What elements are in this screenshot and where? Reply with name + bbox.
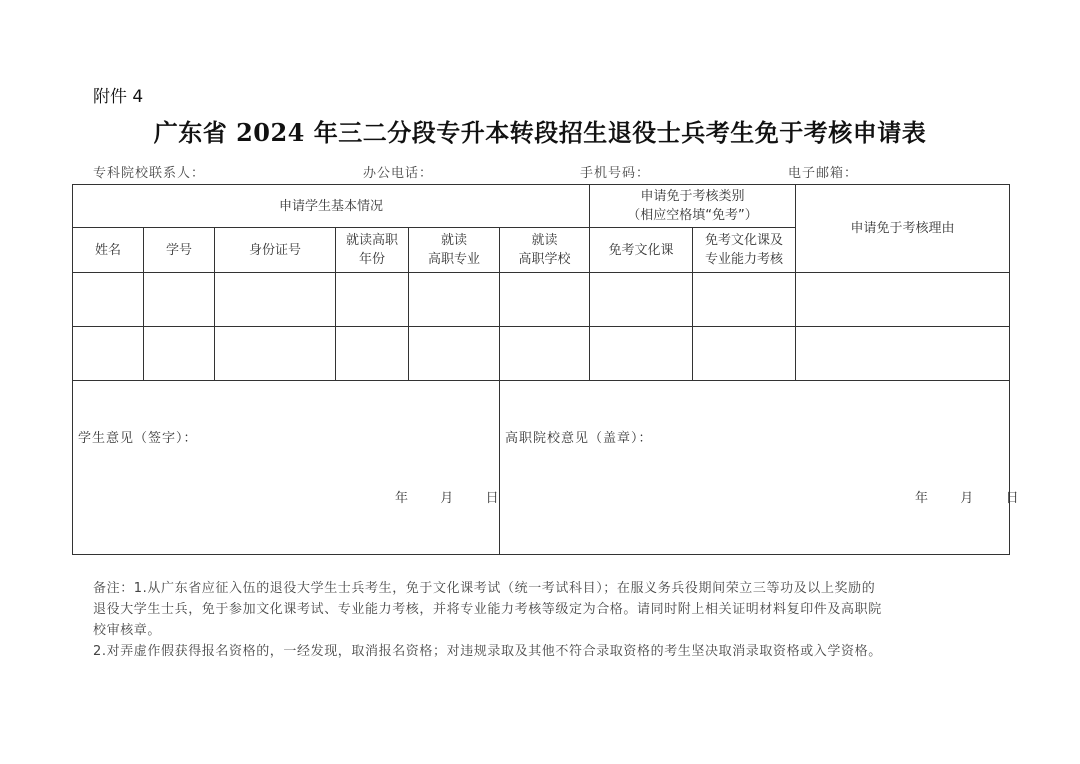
col-name: 姓名 [73,228,144,273]
form-title: 广东省 2024 年三二分段专升本转段招生退役士兵考生免于考核申请表 [153,118,927,147]
exemption-type-header-line1: 申请免于考核类别 [640,189,745,204]
date-year: 年 [915,491,929,506]
cell-student-id[interactable] [144,327,215,381]
cell-exempt-both[interactable] [693,327,796,381]
cell-year[interactable] [336,273,409,327]
remark-line-3: 校审核章。 [93,623,162,638]
date-month: 月 [960,491,974,506]
attachment-label: 附件 4 [93,87,144,107]
cell-exempt-culture[interactable] [590,327,693,381]
student-opinion-label: 学生意见（签字）： [78,431,198,446]
col-major [409,228,500,273]
reason-header: 申请免于考核理由 [796,185,1010,273]
cell-exempt-culture[interactable] [590,273,693,327]
date-day: 日 [1005,491,1019,506]
remark-line-2: 退役大学生士兵，免于参加文化课考试、专业能力考核，并将专业能力考核等级定为合格。请同时附上相关证明材料复印件及高职院 [93,602,882,617]
mobile-label: 手机号码： [580,166,651,181]
date-month: 月 [440,491,454,506]
remark-line-1: 备注：1.从广东省应征入伍的退役大学生士兵考生，免于文化课考试（统一考试科目）；在服义务兵役期间荣立三等功及以上奖励的 [93,581,876,596]
date-day: 日 [485,491,499,506]
date-year: 年 [395,491,409,506]
exemption-type-header [590,185,796,228]
cell-id-number[interactable] [215,273,336,327]
cell-reason[interactable] [796,273,1010,327]
cell-reason[interactable] [796,327,1010,381]
col-exempt-both [693,228,796,273]
remark-line-4: 2.对弄虚作假获得报名资格的，一经发现，取消报名资格；对违规录取及其他不符合录取资格的考生坚决取消录取资格或入学资格。 [93,644,882,659]
school-opinion-label: 高职院校意见（盖章）： [505,431,653,446]
col-exempt-culture: 免考文化课 [590,228,693,273]
cell-school[interactable] [500,273,590,327]
school-opinion-date [915,489,1019,508]
student-opinion-date [395,489,499,508]
college-contact-label: 专科院校联系人： [93,166,206,181]
email-label: 电子邮箱： [788,166,859,181]
col-id-number: 身份证号 [215,228,336,273]
remarks [93,578,993,662]
cell-major[interactable] [409,327,500,381]
table-row [73,327,1010,381]
table-row [73,273,1010,327]
col-year [336,228,409,273]
cell-school[interactable] [500,327,590,381]
col-year-line1: 就读高职 [345,233,398,248]
cell-exempt-both[interactable] [693,273,796,327]
exemption-type-header-line2: （相应空格填“免考”） [627,208,758,223]
col-major-line1: 就读 [440,233,467,248]
cell-name[interactable] [73,327,144,381]
cell-name[interactable] [73,273,144,327]
cell-student-id[interactable] [144,273,215,327]
col-school [500,228,590,273]
school-opinion-cell[interactable] [500,381,1019,555]
cell-year[interactable] [336,327,409,381]
col-school-line1: 就读 [531,233,558,248]
col-student-id: 学号 [144,228,215,273]
student-opinion-cell[interactable] [73,381,500,555]
col-exempt-both-line2: 专业能力考核 [705,252,784,267]
col-school-line2: 高职学校 [518,252,571,267]
basic-info-header: 申请学生基本情况 [73,185,590,228]
cell-id-number[interactable] [215,327,336,381]
col-exempt-both-line1: 免考文化课及 [705,233,784,248]
application-table [72,184,1019,555]
col-major-line2: 高职专业 [427,252,480,267]
cell-major[interactable] [409,273,500,327]
col-year-line2: 年份 [358,252,385,267]
office-phone-label: 办公电话： [363,166,434,181]
